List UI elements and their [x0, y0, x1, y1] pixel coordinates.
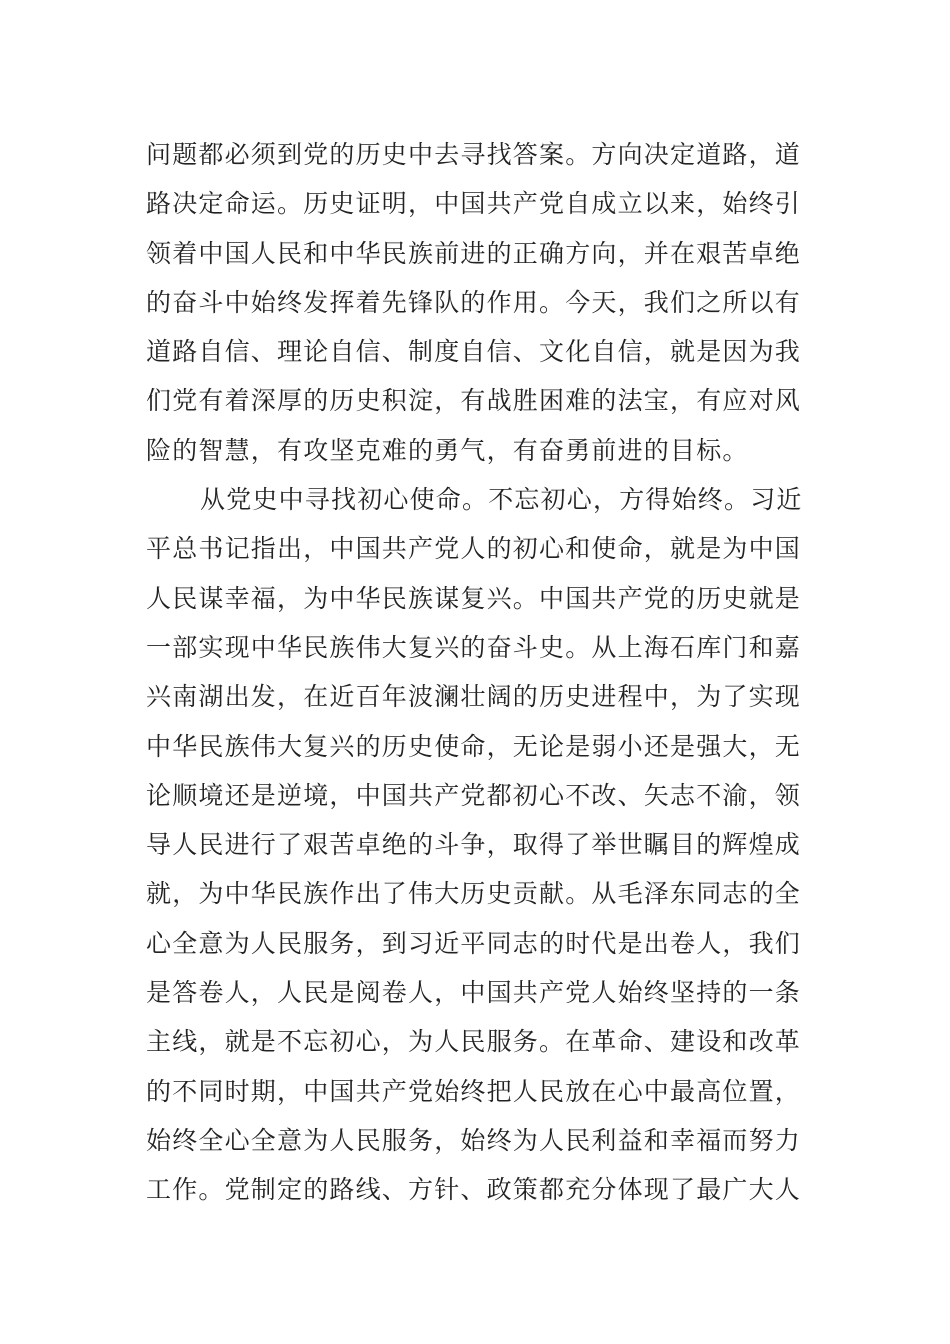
text-line: 心全意为人民服务，到习近平同志的时代是出卷人，我们 — [146, 928, 802, 958]
paragraph-start-line: 从党史中寻找初心使命。不忘初心，方得始终。习近 — [200, 485, 803, 515]
text-line: 主线，就是不忘初心，为人民服务。在革命、建设和改革 — [146, 1027, 802, 1057]
text-line: 中华民族伟大复兴的历史使命，无论是弱小还是强大，无 — [146, 731, 802, 761]
text-line: 的不同时期，中国共产党始终把人民放在心中最高位置， — [146, 1076, 802, 1106]
text-line: 道路自信、理论自信、制度自信、文化自信，就是因为我 — [146, 337, 802, 367]
text-line: 兴南湖出发，在近百年波澜壮阔的历史进程中，为了实现 — [146, 682, 802, 712]
text-line: 工作。党制定的路线、方针、政策都充分体现了最广大人 — [146, 1175, 802, 1205]
text-line: 一部实现中华民族伟大复兴的奋斗史。从上海石库门和嘉 — [146, 632, 802, 662]
text-line: 是答卷人，人民是阅卷人，中国共产党人始终坚持的一条 — [146, 978, 802, 1008]
text-line: 平总书记指出，中国共产党人的初心和使命，就是为中国 — [146, 534, 802, 564]
text-line: 领着中国人民和中华民族前进的正确方向，并在艰苦卓绝 — [146, 238, 802, 268]
text-line: 论顺境还是逆境，中国共产党都初心不改、矢志不渝，领 — [146, 780, 802, 810]
text-line: 就，为中华民族作出了伟大历史贡献。从毛泽东同志的全 — [146, 879, 802, 909]
text-line: 险的智慧，有攻坚克难的勇气，有奋勇前进的目标。 — [146, 435, 749, 465]
text-line: 始终全心全意为人民服务，始终为人民利益和幸福而努力 — [146, 1125, 802, 1155]
text-line: 的奋斗中始终发挥着先锋队的作用。今天，我们之所以有 — [146, 287, 802, 317]
text-line: 问题都必须到党的历史中去寻找答案。方向决定道路，道 — [146, 140, 802, 169]
text-line: 路决定命运。历史证明，中国共产党自成立以来，始终引 — [146, 189, 802, 219]
text-line: 们党有着深厚的历史积淀，有战胜困难的法宝，有应对风 — [146, 386, 802, 416]
body-text — [146, 130, 803, 1215]
text-line: 人民谋幸福，为中华民族谋复兴。中国共产党的历史就是 — [146, 583, 802, 613]
text-line: 导人民进行了艰苦卓绝的斗争，取得了举世瞩目的辉煌成 — [146, 830, 802, 860]
